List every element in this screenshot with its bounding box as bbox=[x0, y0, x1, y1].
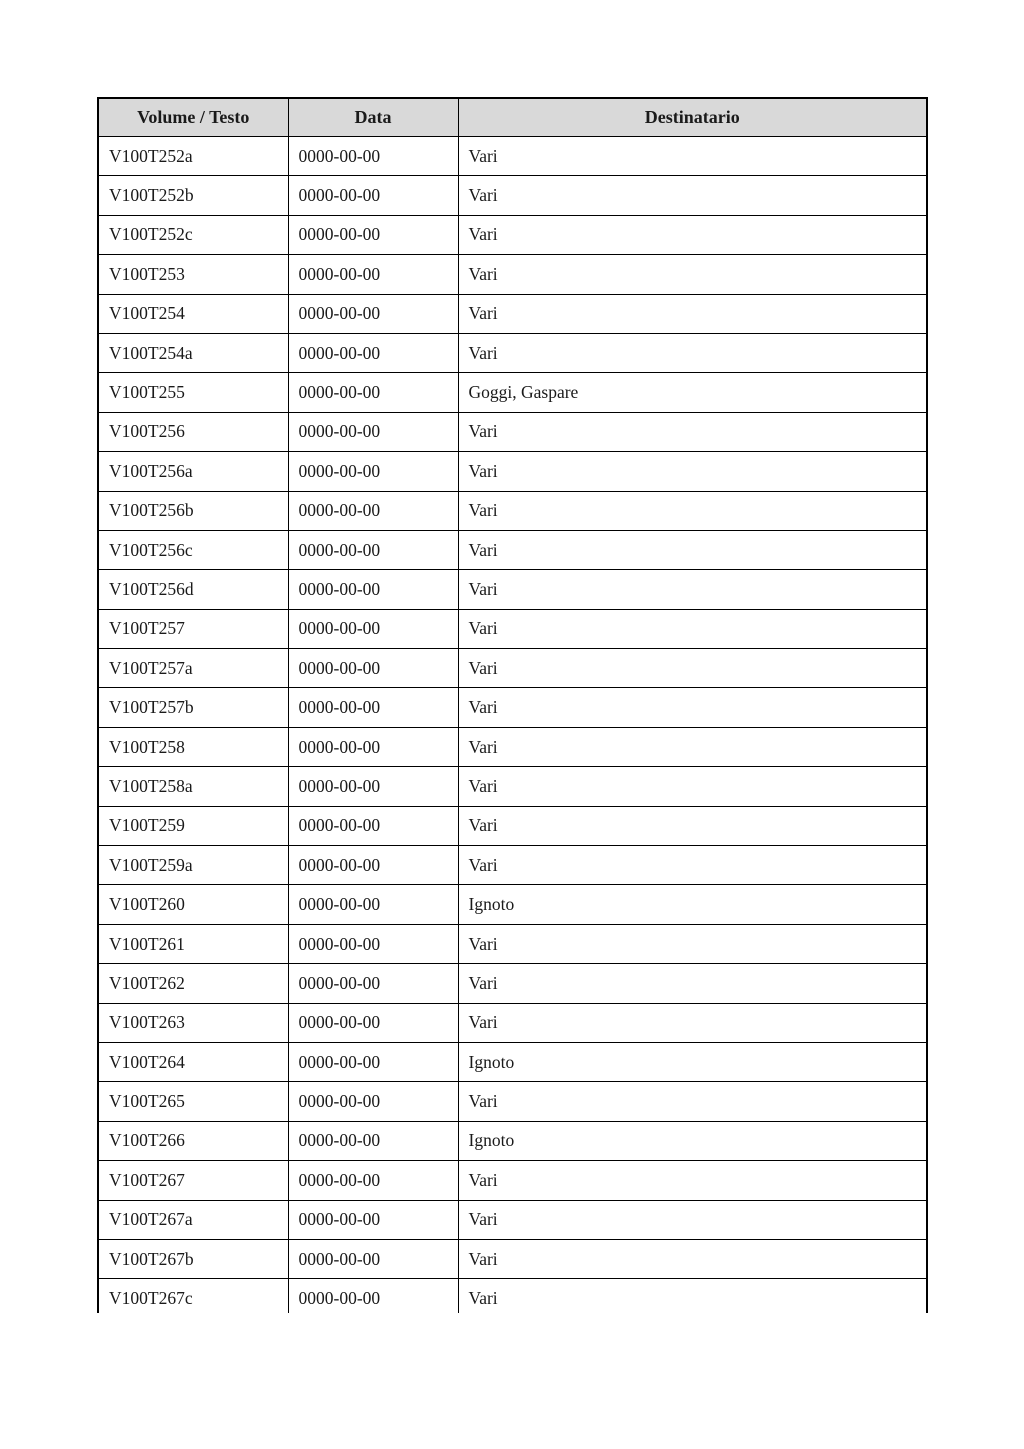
destinatario-cell: Vari bbox=[458, 609, 927, 648]
table-row bbox=[98, 1200, 927, 1239]
data-cell: 0000-00-00 bbox=[288, 255, 458, 294]
destinatario-cell: Vari bbox=[458, 215, 927, 254]
destinatario-cell: Vari bbox=[458, 176, 927, 215]
data-cell: 0000-00-00 bbox=[288, 452, 458, 491]
data-cell: 0000-00-00 bbox=[288, 1200, 458, 1239]
volume-testo-cell: V100T254a bbox=[98, 333, 288, 372]
volume-testo-cell: V100T256c bbox=[98, 530, 288, 569]
volume-testo-cell: V100T267c bbox=[98, 1279, 288, 1313]
data-cell: 0000-00-00 bbox=[288, 1042, 458, 1081]
data-cell: 0000-00-00 bbox=[288, 964, 458, 1003]
data-cell: 0000-00-00 bbox=[288, 885, 458, 924]
table-row bbox=[98, 294, 927, 333]
volume-testo-cell: V100T267 bbox=[98, 1161, 288, 1200]
volume-testo-cell: V100T264 bbox=[98, 1042, 288, 1081]
column-header-destinatario: Destinatario bbox=[458, 98, 927, 137]
data-cell: 0000-00-00 bbox=[288, 530, 458, 569]
data-cell: 0000-00-00 bbox=[288, 333, 458, 372]
volumes-table bbox=[97, 97, 928, 1313]
volume-testo-cell: V100T256d bbox=[98, 570, 288, 609]
destinatario-cell: Vari bbox=[458, 964, 927, 1003]
data-cell: 0000-00-00 bbox=[288, 176, 458, 215]
destinatario-cell: Vari bbox=[458, 1239, 927, 1278]
volume-testo-cell: V100T252b bbox=[98, 176, 288, 215]
table-row bbox=[98, 215, 927, 254]
data-cell: 0000-00-00 bbox=[288, 570, 458, 609]
volume-testo-cell: V100T252a bbox=[98, 137, 288, 176]
destinatario-cell: Ignoto bbox=[458, 1121, 927, 1160]
table-header-row bbox=[98, 98, 927, 137]
data-cell: 0000-00-00 bbox=[288, 846, 458, 885]
data-cell: 0000-00-00 bbox=[288, 1279, 458, 1313]
data-cell: 0000-00-00 bbox=[288, 1161, 458, 1200]
data-cell: 0000-00-00 bbox=[288, 373, 458, 412]
volume-testo-cell: V100T254 bbox=[98, 294, 288, 333]
table-row bbox=[98, 176, 927, 215]
destinatario-cell: Vari bbox=[458, 452, 927, 491]
destinatario-cell: Vari bbox=[458, 924, 927, 963]
data-cell: 0000-00-00 bbox=[288, 294, 458, 333]
table-row bbox=[98, 412, 927, 451]
table-row bbox=[98, 964, 927, 1003]
volume-testo-cell: V100T257a bbox=[98, 649, 288, 688]
data-cell: 0000-00-00 bbox=[288, 412, 458, 451]
volume-testo-cell: V100T259 bbox=[98, 806, 288, 845]
table-row bbox=[98, 255, 927, 294]
data-cell: 0000-00-00 bbox=[288, 491, 458, 530]
volume-testo-cell: V100T252c bbox=[98, 215, 288, 254]
data-cell: 0000-00-00 bbox=[288, 727, 458, 766]
destinatario-cell: Vari bbox=[458, 530, 927, 569]
volume-testo-cell: V100T258a bbox=[98, 767, 288, 806]
table-row bbox=[98, 727, 927, 766]
destinatario-cell: Vari bbox=[458, 570, 927, 609]
table-row bbox=[98, 1279, 927, 1313]
table-row bbox=[98, 688, 927, 727]
volume-testo-cell: V100T255 bbox=[98, 373, 288, 412]
destinatario-cell: Vari bbox=[458, 333, 927, 372]
table-row bbox=[98, 1042, 927, 1081]
destinatario-cell: Vari bbox=[458, 649, 927, 688]
destinatario-cell: Vari bbox=[458, 727, 927, 766]
table-row bbox=[98, 1003, 927, 1042]
column-header-data: Data bbox=[288, 98, 458, 137]
table-row bbox=[98, 1082, 927, 1121]
data-cell: 0000-00-00 bbox=[288, 1003, 458, 1042]
destinatario-cell: Ignoto bbox=[458, 885, 927, 924]
volume-testo-cell: V100T262 bbox=[98, 964, 288, 1003]
table-row bbox=[98, 452, 927, 491]
destinatario-cell: Vari bbox=[458, 688, 927, 727]
destinatario-cell: Vari bbox=[458, 491, 927, 530]
volume-testo-cell: V100T267a bbox=[98, 1200, 288, 1239]
table-row bbox=[98, 333, 927, 372]
volume-testo-cell: V100T256a bbox=[98, 452, 288, 491]
volume-testo-cell: V100T256 bbox=[98, 412, 288, 451]
destinatario-cell: Vari bbox=[458, 806, 927, 845]
destinatario-cell: Vari bbox=[458, 1161, 927, 1200]
data-cell: 0000-00-00 bbox=[288, 1239, 458, 1278]
volume-testo-cell: V100T256b bbox=[98, 491, 288, 530]
data-cell: 0000-00-00 bbox=[288, 924, 458, 963]
data-cell: 0000-00-00 bbox=[288, 215, 458, 254]
destinatario-cell: Goggi, Gaspare bbox=[458, 373, 927, 412]
table-row bbox=[98, 924, 927, 963]
table-row bbox=[98, 846, 927, 885]
destinatario-cell: Vari bbox=[458, 137, 927, 176]
destinatario-cell: Vari bbox=[458, 1003, 927, 1042]
data-cell: 0000-00-00 bbox=[288, 767, 458, 806]
data-cell: 0000-00-00 bbox=[288, 806, 458, 845]
destinatario-cell: Vari bbox=[458, 1279, 927, 1313]
destinatario-cell: Vari bbox=[458, 294, 927, 333]
table-row bbox=[98, 530, 927, 569]
destinatario-cell: Vari bbox=[458, 412, 927, 451]
table-row bbox=[98, 609, 927, 648]
table-row bbox=[98, 767, 927, 806]
destinatario-cell: Vari bbox=[458, 255, 927, 294]
table-row bbox=[98, 570, 927, 609]
destinatario-cell: Ignoto bbox=[458, 1042, 927, 1081]
table-row bbox=[98, 137, 927, 176]
column-header-volume-testo: Volume / Testo bbox=[98, 98, 288, 137]
data-cell: 0000-00-00 bbox=[288, 609, 458, 648]
data-cell: 0000-00-00 bbox=[288, 1121, 458, 1160]
destinatario-cell: Vari bbox=[458, 1200, 927, 1239]
table-row bbox=[98, 806, 927, 845]
volume-testo-cell: V100T266 bbox=[98, 1121, 288, 1160]
data-cell: 0000-00-00 bbox=[288, 649, 458, 688]
data-cell: 0000-00-00 bbox=[288, 1082, 458, 1121]
table-body bbox=[98, 137, 927, 1314]
volume-testo-cell: V100T257b bbox=[98, 688, 288, 727]
volume-testo-cell: V100T257 bbox=[98, 609, 288, 648]
volume-testo-cell: V100T253 bbox=[98, 255, 288, 294]
volume-testo-cell: V100T265 bbox=[98, 1082, 288, 1121]
volume-testo-cell: V100T263 bbox=[98, 1003, 288, 1042]
data-cell: 0000-00-00 bbox=[288, 688, 458, 727]
volume-testo-cell: V100T261 bbox=[98, 924, 288, 963]
table-row bbox=[98, 649, 927, 688]
destinatario-cell: Vari bbox=[458, 846, 927, 885]
destinatario-cell: Vari bbox=[458, 1082, 927, 1121]
data-cell: 0000-00-00 bbox=[288, 137, 458, 176]
table-row bbox=[98, 1239, 927, 1278]
table-row bbox=[98, 1121, 927, 1160]
volume-testo-cell: V100T259a bbox=[98, 846, 288, 885]
volumes-table-container bbox=[97, 97, 929, 1313]
destinatario-cell: Vari bbox=[458, 767, 927, 806]
table-row bbox=[98, 885, 927, 924]
volume-testo-cell: V100T267b bbox=[98, 1239, 288, 1278]
volume-testo-cell: V100T258 bbox=[98, 727, 288, 766]
table-row bbox=[98, 1161, 927, 1200]
table-row bbox=[98, 491, 927, 530]
volume-testo-cell: V100T260 bbox=[98, 885, 288, 924]
table-row bbox=[98, 373, 927, 412]
